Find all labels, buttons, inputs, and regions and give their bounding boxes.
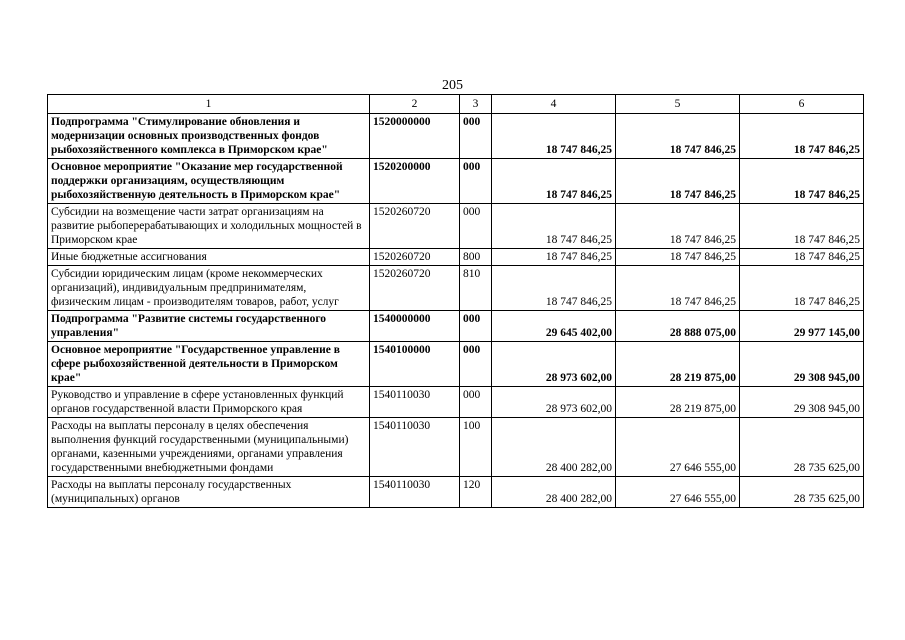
row-name: Основное мероприятие "Государственное управление в сфере рыбохозяйственной деятельности в Приморском крае" — [48, 342, 370, 387]
row-value-6: 18 747 846,25 — [740, 159, 864, 204]
table-row — [48, 159, 864, 204]
row-code: 1520000000 — [370, 114, 460, 159]
row-value-6: 29 308 945,00 — [740, 342, 864, 387]
row-value-5: 18 747 846,25 — [616, 204, 740, 249]
row-code: 1540110030 — [370, 387, 460, 418]
row-value-5: 27 646 555,00 — [616, 418, 740, 477]
row-name: Расходы на выплаты персоналу государственных (муниципальных) органов — [48, 477, 370, 508]
row-vr: 000 — [460, 114, 492, 159]
row-vr: 800 — [460, 249, 492, 266]
row-code: 1520260720 — [370, 204, 460, 249]
row-value-5: 28 888 075,00 — [616, 311, 740, 342]
row-value-4: 18 747 846,25 — [492, 266, 616, 311]
row-vr: 100 — [460, 418, 492, 477]
budget-table — [47, 94, 864, 508]
row-value-4: 28 400 282,00 — [492, 418, 616, 477]
row-name: Подпрограмма "Развитие системы государственного управления" — [48, 311, 370, 342]
row-value-4: 18 747 846,25 — [492, 249, 616, 266]
row-name: Субсидии юридическим лицам (кроме некоммерческих организаций), индивидуальным предпринимателям, физическим лицам - производителям товаров, работ, услуг — [48, 266, 370, 311]
row-value-5: 27 646 555,00 — [616, 477, 740, 508]
table-row — [48, 311, 864, 342]
row-value-5: 18 747 846,25 — [616, 266, 740, 311]
col-header-1: 1 — [48, 95, 370, 114]
col-header-6: 6 — [740, 95, 864, 114]
row-vr: 000 — [460, 342, 492, 387]
row-code: 1520200000 — [370, 159, 460, 204]
row-value-5: 18 747 846,25 — [616, 159, 740, 204]
row-value-5: 28 219 875,00 — [616, 387, 740, 418]
row-value-6: 18 747 846,25 — [740, 204, 864, 249]
col-header-5: 5 — [616, 95, 740, 114]
row-value-6: 29 308 945,00 — [740, 387, 864, 418]
row-code: 1540110030 — [370, 477, 460, 508]
row-vr: 000 — [460, 311, 492, 342]
table-row — [48, 114, 864, 159]
row-code: 1540000000 — [370, 311, 460, 342]
table-row — [48, 387, 864, 418]
row-code: 1520260720 — [370, 249, 460, 266]
row-value-6: 18 747 846,25 — [740, 249, 864, 266]
row-vr: 000 — [460, 204, 492, 249]
table-row — [48, 342, 864, 387]
row-value-4: 18 747 846,25 — [492, 204, 616, 249]
row-name: Основное мероприятие "Оказание мер государственной поддержки организациям, осуществляющим рыбохозяйственную деятельность в Приморском крае" — [48, 159, 370, 204]
row-value-5: 18 747 846,25 — [616, 249, 740, 266]
table-row — [48, 266, 864, 311]
row-name: Расходы на выплаты персоналу в целях обеспечения выполнения функций государственными (муниципальными) органами, казенными учреждениями, органами управления государственными внебюджетными фондами — [48, 418, 370, 477]
page-number: 205 — [442, 78, 463, 93]
col-header-4: 4 — [492, 95, 616, 114]
row-value-5: 28 219 875,00 — [616, 342, 740, 387]
row-name: Субсидии на возмещение части затрат организациям на развитие рыбоперерабатывающих и холодильных мощностей в Приморском крае — [48, 204, 370, 249]
row-name: Иные бюджетные ассигнования — [48, 249, 370, 266]
row-code: 1520260720 — [370, 266, 460, 311]
row-value-4: 18 747 846,25 — [492, 159, 616, 204]
row-value-6: 18 747 846,25 — [740, 266, 864, 311]
row-code: 1540110030 — [370, 418, 460, 477]
col-header-3: 3 — [460, 95, 492, 114]
row-name: Руководство и управление в сфере установленных функций органов государственной власти Приморского края — [48, 387, 370, 418]
row-vr: 810 — [460, 266, 492, 311]
row-value-5: 18 747 846,25 — [616, 114, 740, 159]
row-value-6: 28 735 625,00 — [740, 418, 864, 477]
col-header-2: 2 — [370, 95, 460, 114]
row-vr: 000 — [460, 387, 492, 418]
header-row — [48, 95, 864, 114]
table-row — [48, 418, 864, 477]
row-value-4: 29 645 402,00 — [492, 311, 616, 342]
row-vr: 120 — [460, 477, 492, 508]
row-value-4: 28 400 282,00 — [492, 477, 616, 508]
table-row — [48, 204, 864, 249]
table-row — [48, 477, 864, 508]
row-value-4: 28 973 602,00 — [492, 387, 616, 418]
row-value-4: 18 747 846,25 — [492, 114, 616, 159]
row-code: 1540100000 — [370, 342, 460, 387]
row-vr: 000 — [460, 159, 492, 204]
row-value-4: 28 973 602,00 — [492, 342, 616, 387]
row-name: Подпрограмма "Стимулирование обновления и модернизации основных производственных фондов рыбохозяйственного комплекса в Приморском крае" — [48, 114, 370, 159]
table-row — [48, 249, 864, 266]
row-value-6: 29 977 145,00 — [740, 311, 864, 342]
row-value-6: 28 735 625,00 — [740, 477, 864, 508]
row-value-6: 18 747 846,25 — [740, 114, 864, 159]
